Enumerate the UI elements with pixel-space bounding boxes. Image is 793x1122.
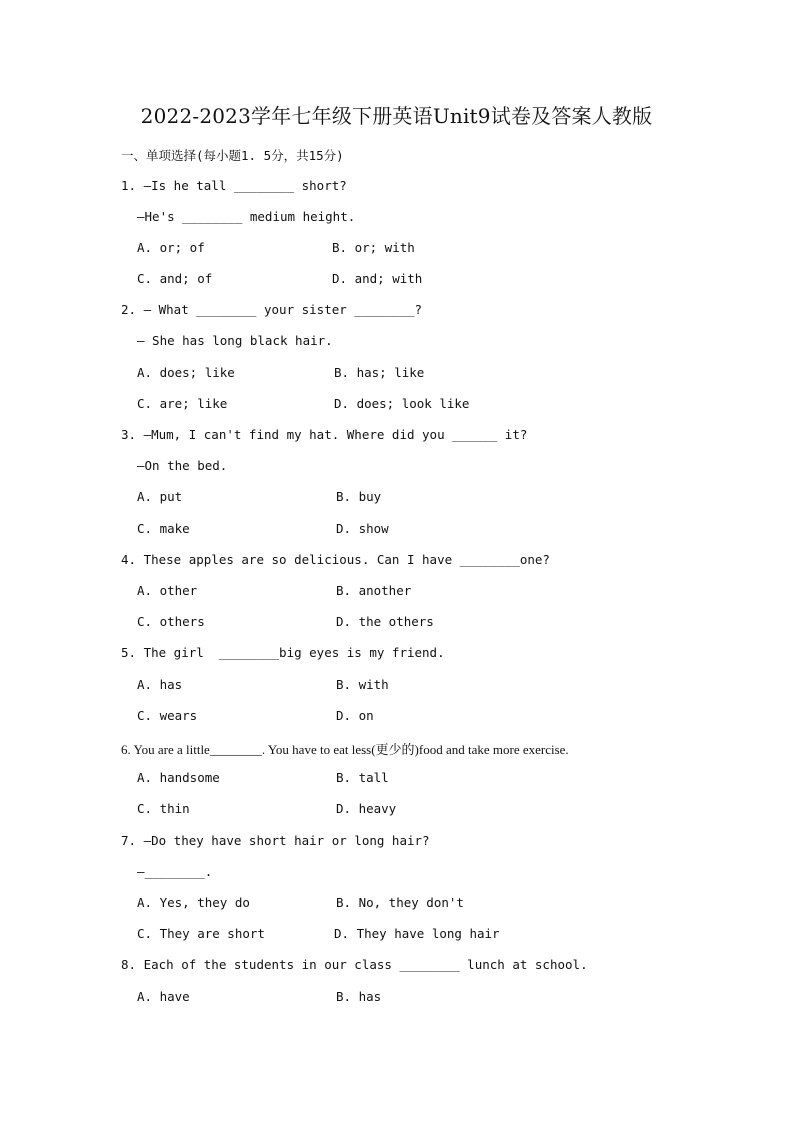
question-8-option-b: B. has (336, 989, 382, 1004)
question-3-option-d: D. show (336, 521, 389, 536)
question-4-option-a: A. other (137, 583, 198, 598)
question-3-response: —On the bed. (137, 458, 228, 473)
question-5-option-a: A. has (137, 677, 183, 692)
question-8-stem: 8. Each of the students in our class ________ lunch at school. (121, 957, 588, 972)
question-6-option-c: C. thin (137, 801, 190, 816)
question-5-option-b: B. with (336, 677, 389, 692)
question-5-option-c: C. wears (137, 708, 198, 723)
question-2-stem: 2. — What ________ your sister ________? (121, 302, 423, 317)
question-1-option-a: A. or; of (137, 240, 205, 255)
question-2-option-b: B. has; like (334, 365, 425, 380)
question-1-option-c: C. and; of (137, 271, 213, 286)
question-7-stem: 7. —Do they have short hair or long hair? (121, 833, 430, 848)
page-title: 2022-2023学年七年级下册英语Unit9试卷及答案人教版 (140, 104, 653, 128)
question-2-response: — She has long black hair. (137, 333, 333, 348)
question-2-option-c: C. are; like (137, 396, 228, 411)
question-4-option-d: D. the others (336, 614, 434, 629)
question-6-option-d: D. heavy (336, 801, 397, 816)
section-heading: 一、单项选择(每小题1. 5分，共15分) (121, 148, 344, 163)
question-4-stem: 4. These apples are so delicious. Can I have ________one? (121, 552, 550, 567)
question-4-option-b: B. another (336, 583, 412, 598)
question-1-response: —He's ________ medium height. (137, 209, 356, 224)
question-1-option-d: D. and; with (332, 271, 423, 286)
question-1-stem: 1. —Is he tall ________ short? (121, 178, 347, 193)
question-7-option-d: D. They have long hair (334, 926, 500, 941)
question-3-option-b: B. buy (336, 489, 382, 504)
question-8-option-a: A. have (137, 989, 190, 1004)
question-3-option-c: C. make (137, 521, 190, 536)
question-7-option-b: B. No, they don't (336, 895, 464, 910)
question-1-option-b: B. or; with (332, 240, 415, 255)
question-5-stem: 5. The girl ________big eyes is my friend. (121, 645, 445, 660)
question-3-option-a: A. put (137, 489, 183, 504)
question-5-option-d: D. on (336, 708, 374, 723)
question-6-option-a: A. handsome (137, 770, 220, 785)
question-2-option-a: A. does; like (137, 365, 235, 380)
question-4-option-c: C. others (137, 614, 205, 629)
question-7-option-a: A. Yes, they do (137, 895, 250, 910)
question-6-stem: 6. You are a little________. You have to eat less(更少的)food and take more exercise. (121, 742, 569, 757)
question-6-option-b: B. tall (336, 770, 389, 785)
question-7-option-c: C. They are short (137, 926, 265, 941)
question-3-stem: 3. —Mum, I can't find my hat. Where did you ______ it? (121, 427, 528, 442)
question-2-option-d: D. does; look like (334, 396, 470, 411)
question-7-response: —________. (137, 864, 213, 879)
